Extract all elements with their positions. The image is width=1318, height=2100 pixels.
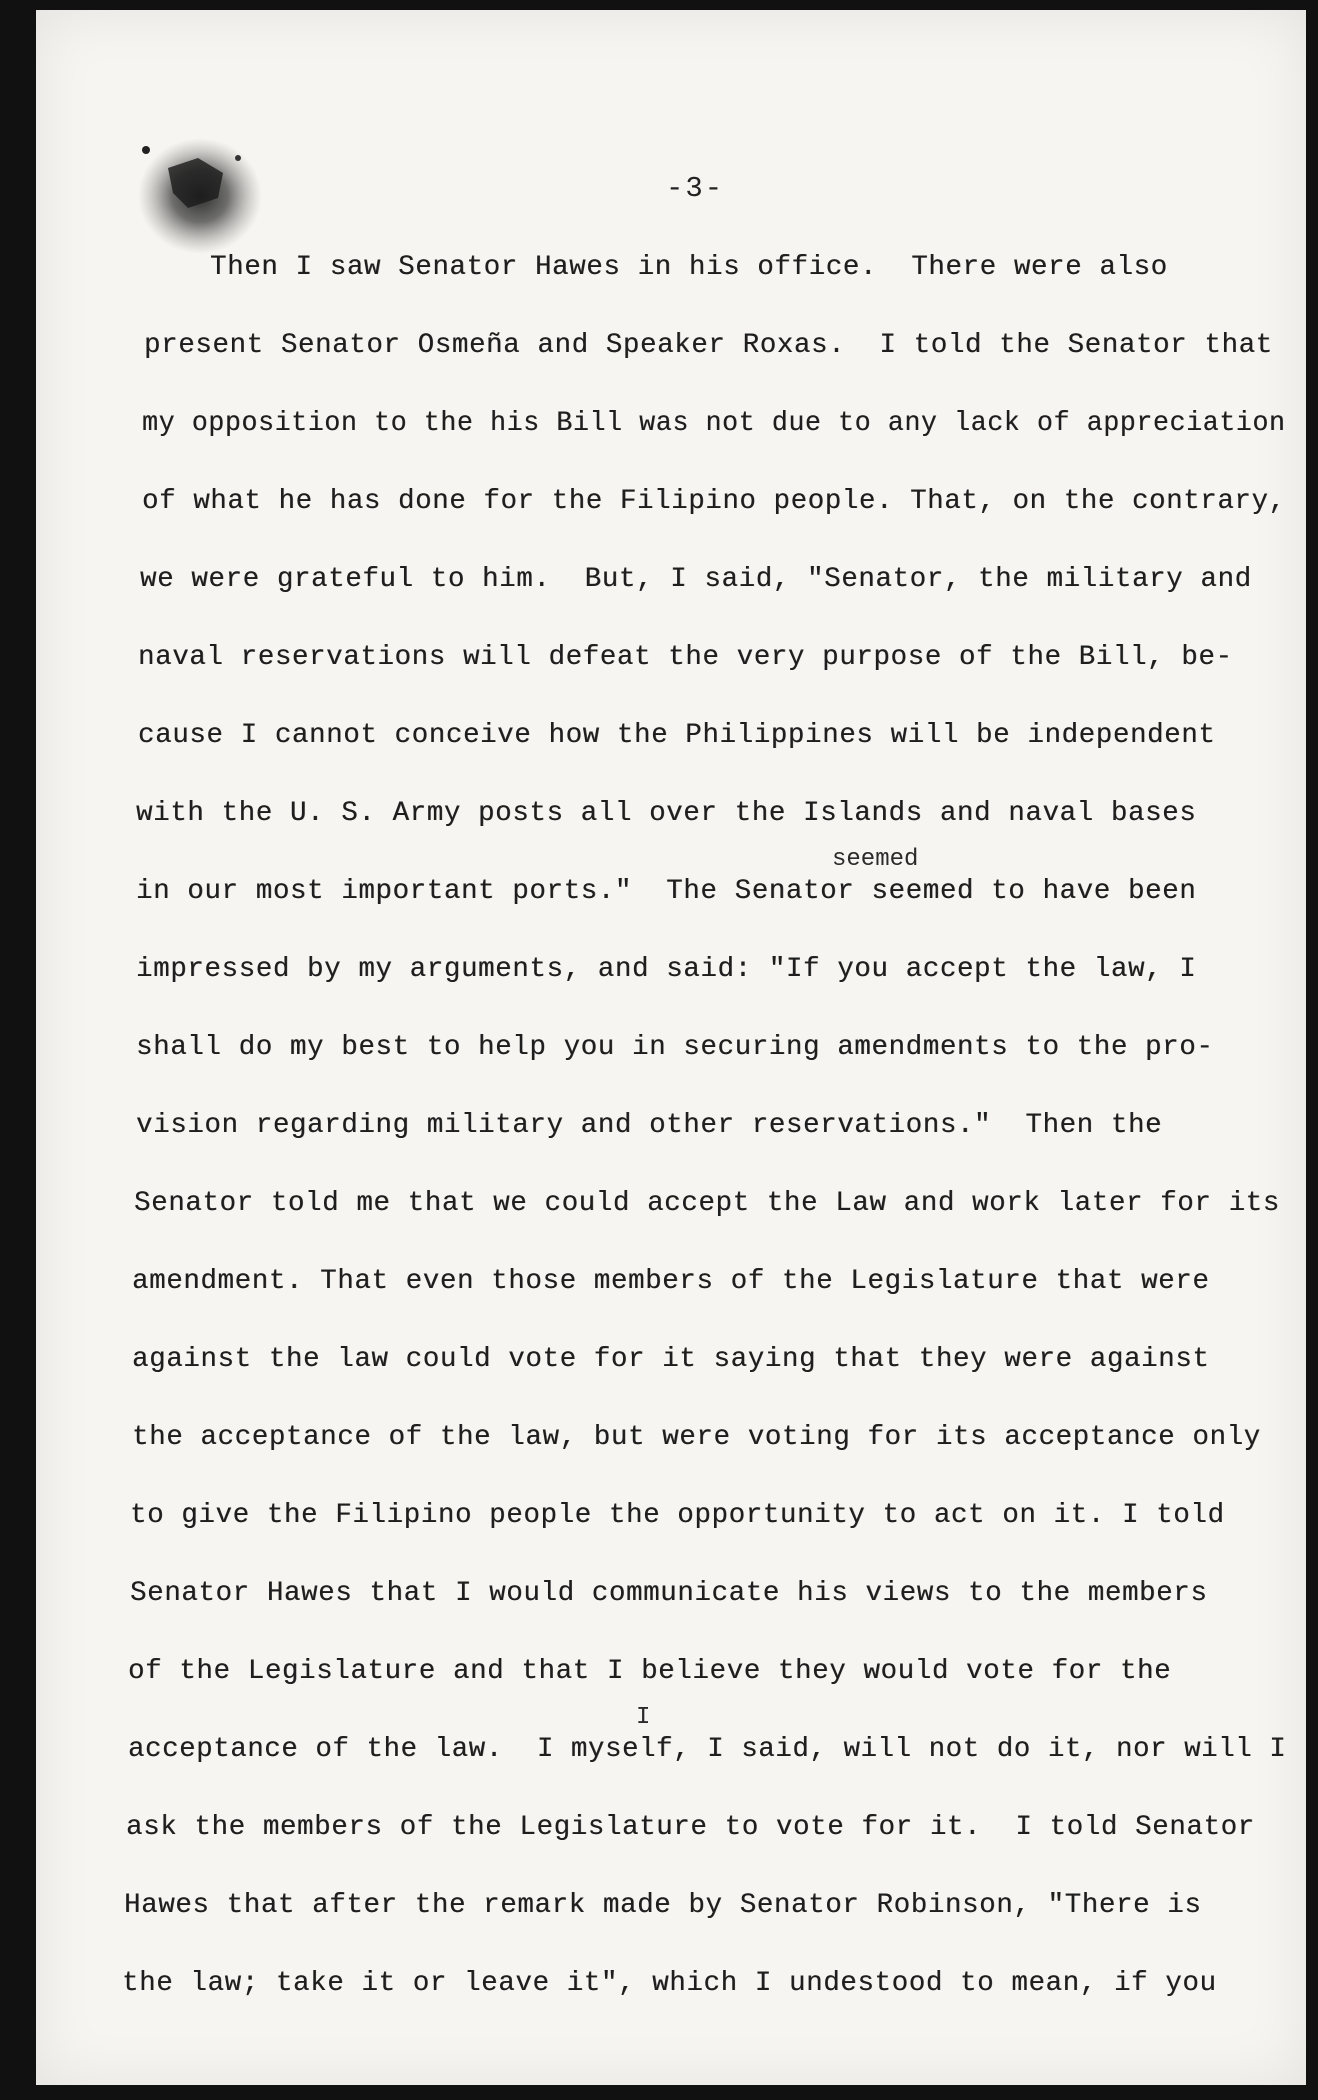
text-line-12: vision regarding military and other reservations." Then the — [136, 1110, 1163, 1141]
text-line-21: ask the members of the Legislature to vote for it. I told Senator — [126, 1812, 1255, 1843]
interlinear-insertion-seemed: seemed — [832, 846, 919, 873]
text-line-15: against the law could vote for it saying that they were against — [132, 1344, 1210, 1375]
text-line-18: Senator Hawes that I would communicate his views to the members — [130, 1578, 1208, 1609]
text-line-11: shall do my best to help you in securing amendments to the pro- — [136, 1032, 1214, 1063]
text-line-3: my opposition to the his Bill was not due to any lack of appreciation — [142, 408, 1286, 439]
text-line-8: with the U. S. Army posts all over the Islands and naval bases — [136, 798, 1197, 829]
text-line-16: the acceptance of the law, but were voting for its acceptance only — [132, 1422, 1261, 1453]
text-line-7: cause I cannot conceive how the Philippines will be independent — [138, 720, 1216, 751]
text-line-2: present Senator Osmeña and Speaker Roxas. I told the Senator that — [144, 330, 1273, 361]
text-line-19: of the Legislature and that I believe they would vote for the — [128, 1656, 1172, 1687]
page-number: -3- — [666, 172, 725, 205]
text-line-22: Hawes that after the remark made by Senator Robinson, "There is — [124, 1890, 1202, 1921]
text-line-10: impressed by my arguments, and said: "If you accept the law, I — [136, 954, 1197, 985]
text-line-1: Then I saw Senator Hawes in his office. There were also — [210, 252, 1168, 283]
interlinear-insertion-i: I — [636, 1704, 651, 1731]
text-line-6: naval reservations will defeat the very purpose of the Bill, be- — [138, 642, 1233, 673]
text-line-5: we were grateful to him. But, I said, "Senator, the military and — [140, 564, 1252, 595]
scan-edge-mark — [1310, 1460, 1318, 1500]
text-line-14: amendment. That even those members of the Legislature that were — [132, 1266, 1210, 1297]
text-line-4: of what he has done for the Filipino people. That, on the contrary, — [142, 486, 1286, 517]
text-line-17: to give the Filipino people the opportunity to act on it. I told — [130, 1500, 1225, 1531]
text-line-20: acceptance of the law. I myself, I said, will not do it, nor will I — [128, 1734, 1287, 1765]
text-line-9: in our most important ports." The Senator seemed to have been — [136, 876, 1197, 907]
text-line-23: the law; take it or leave it", which I undestood to mean, if you — [122, 1968, 1217, 1999]
text-line-13: Senator told me that we could accept the Law and work later for its — [134, 1188, 1280, 1219]
document-page — [36, 10, 1306, 2085]
